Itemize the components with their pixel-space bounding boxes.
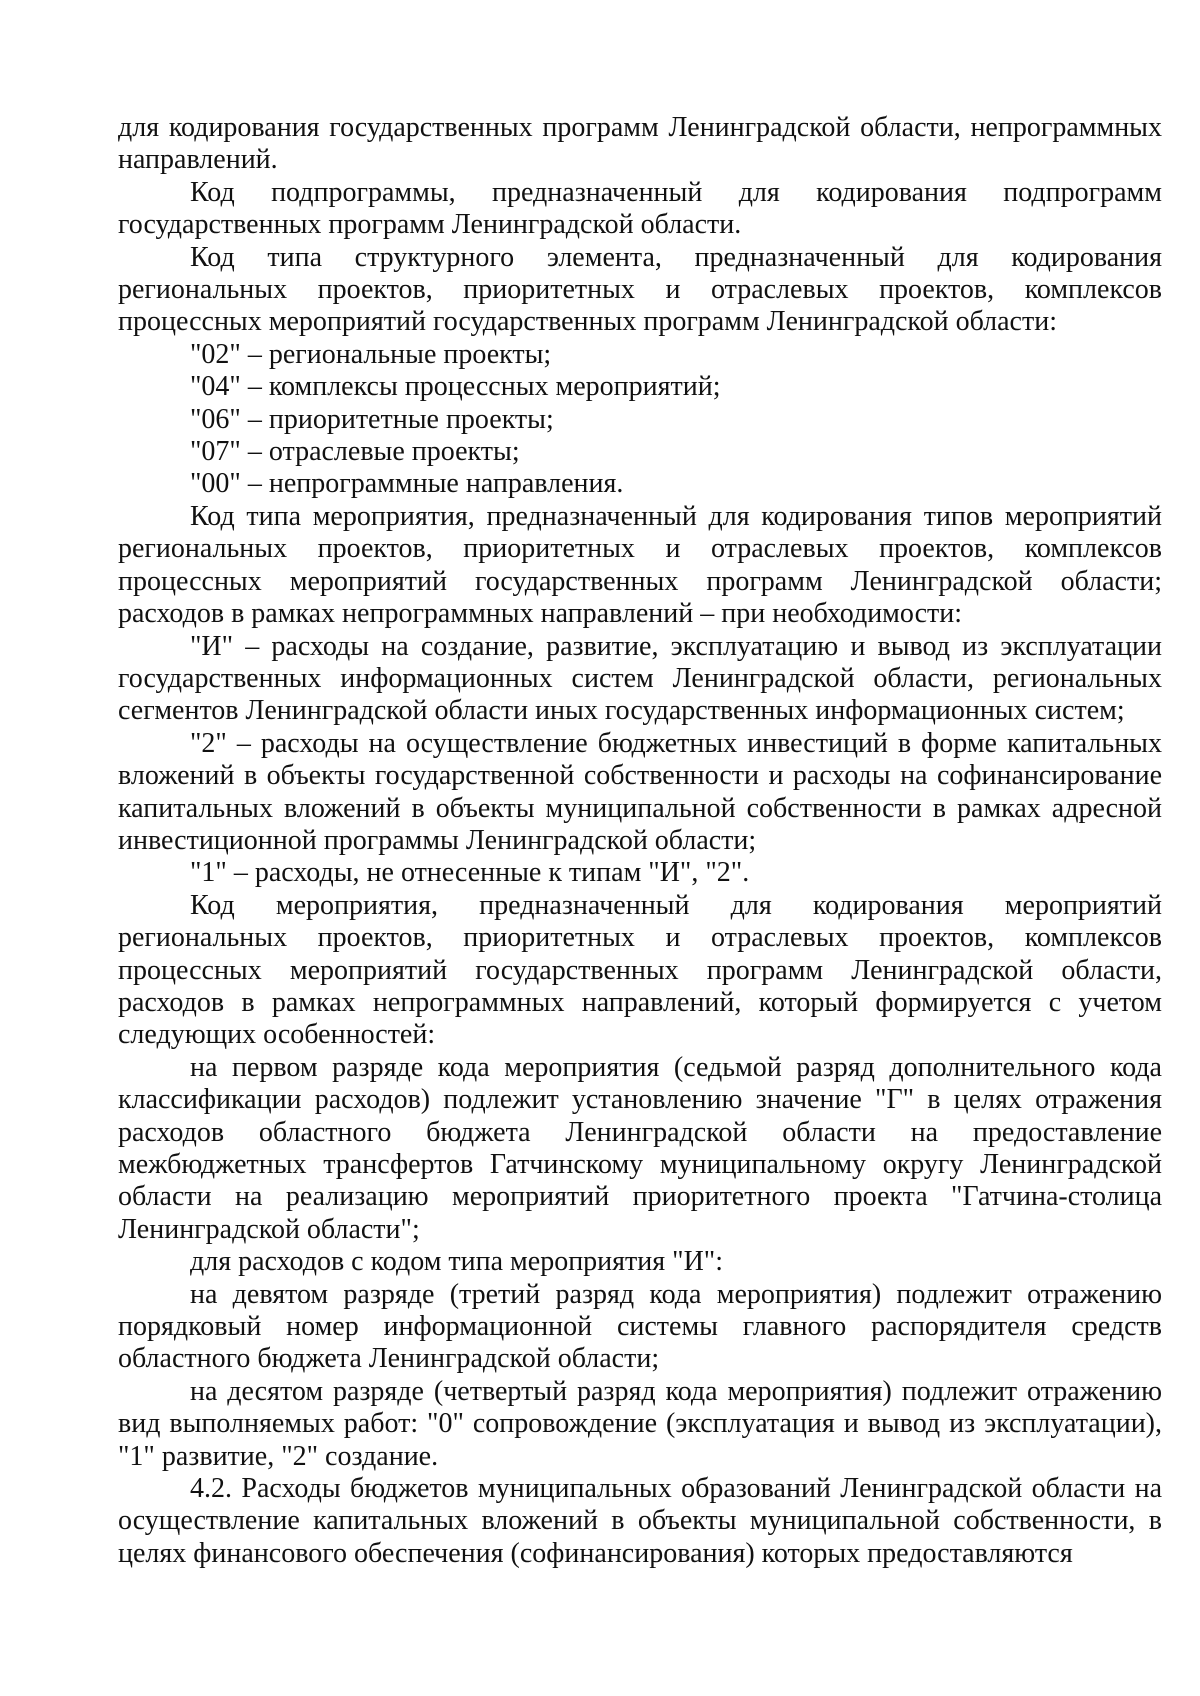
paragraph-first-digit: на первом разряде кода мероприятия (седьмой разряд дополнительного кода классификации расходов) подлежит установлению значение "Г" в целях отражения расходов областного бюджета Ленинградской области на предоставление межбюджетных трансфертов Гатчинскому муниципальному округу Ленинградской области на реализацию мероприятий приоритетного проекта "Гатчина-столица Ленинградской области"; <box>118 1051 1162 1245</box>
list-item-02: "02" – региональные проекты; <box>190 338 552 370</box>
paragraph-type-2: "2" – расходы на осуществление бюджетных инвестиций в форме капитальных вложений в объекты государственной собственности и расходы на софинансирование капитальных вложений в объекты муниципальной собственности в рамках адресной инвестиционной программы Ленинградской области; <box>118 727 1162 856</box>
paragraph-event-type-code: Код типа мероприятия, предназначенный для кодирования типов мероприятий региональных проектов, приоритетных и отраслевых проектов, комплексов процессных мероприятий государственных программ Ленинградской области; расходов в рамках непрограммных направлений – при необходимости: <box>118 500 1162 630</box>
paragraph-section-4-2: 4.2. Расходы бюджетов муниципальных образований Ленинградской области на осуществление капитальных вложений в объекты муниципальной собственности, в целях финансового обеспечения (софинансирования) которых предоставляются <box>118 1473 1162 1569</box>
paragraph-tenth-digit: на десятом разряде (четвертый разряд кода мероприятия) подлежит отражению вид выполняемых работ: "0" сопровождение (эксплуатация и вывод из эксплуатации), "1" развитие, "2" создание. <box>118 1375 1162 1472</box>
paragraph-subprogram-code: Код подпрограммы, предназначенный для кодирования подпрограмм государственных программ Ленинградской области. <box>118 176 1162 241</box>
paragraph-type-i-expenses: для расходов с кодом типа мероприятия "И": <box>190 1246 723 1278</box>
paragraph-structural-element-code: Код типа структурного элемента, предназначенный для кодирования региональных проектов, приоритетных и отраслевых проектов, комплексов процессных мероприятий государственных программ Ленинградской области: <box>118 241 1162 338</box>
list-item-07: "07" – отраслевые проекты; <box>190 436 520 468</box>
paragraph-ninth-digit: на девятом разряде (третий разряд кода мероприятия) подлежит отражению порядковый номер информационной системы главного распорядителя средств областного бюджета Ленинградской области; <box>118 1278 1162 1375</box>
list-item-04: "04" – комплексы процессных мероприятий; <box>190 371 721 403</box>
paragraph-event-code: Код мероприятия, предназначенный для кодирования мероприятий региональных проектов, приоритетных и отраслевых проектов, комплексов процессных мероприятий государственных программ Ленинградской области, расходов в рамках непрограммных направлений, который формируется с учетом следующих особенностей: <box>118 889 1162 1051</box>
paragraph-continuation: для кодирования государственных программ Ленинградской области, непрограммных направлений. <box>118 112 1162 176</box>
list-item-type-1: "1" – расходы, не отнесенные к типам "И", "2". <box>190 857 750 889</box>
list-item-06: "06" – приоритетные проекты; <box>190 403 554 435</box>
paragraph-type-i: "И" – расходы на создание, развитие, эксплуатацию и вывод из эксплуатации государственных информационных систем Ленинградской области, региональных сегментов Ленинградской области иных государственных информационных систем; <box>118 630 1162 727</box>
document-page <box>118 112 1162 1570</box>
list-item-00: "00" – непрограммные направления. <box>190 468 624 500</box>
